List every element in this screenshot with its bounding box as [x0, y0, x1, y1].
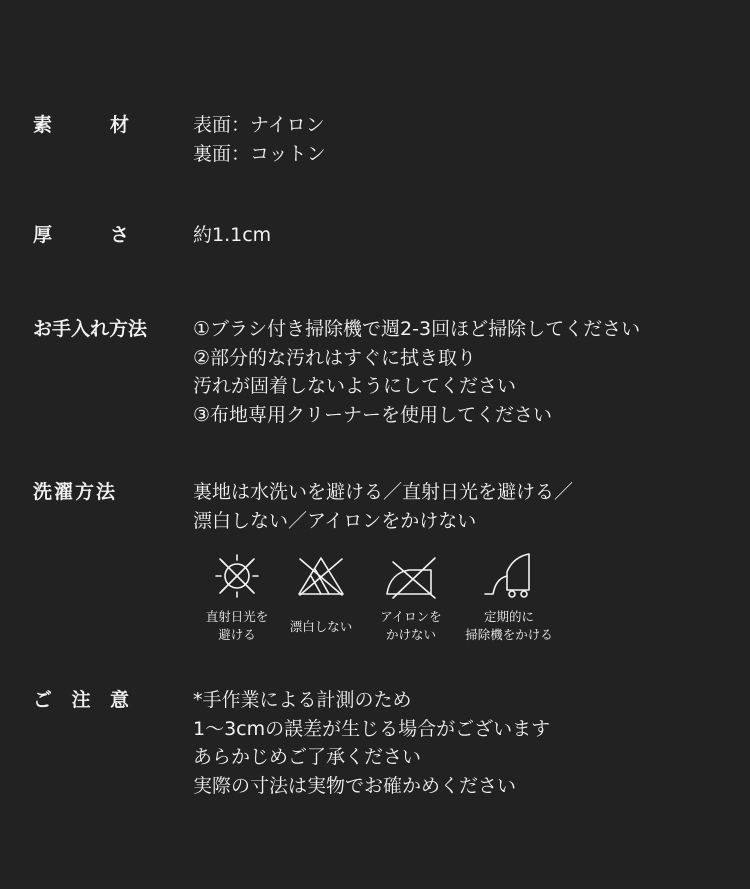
- caution-label: ご 注 意: [33, 689, 129, 711]
- care-icon-caption: 直射日光を 避ける: [205, 609, 269, 642]
- caution-line: 1～3cmの誤差が生じる場合がございます: [193, 717, 551, 740]
- washing-line: 漂白しない／アイロンをかけない: [193, 509, 477, 532]
- caution-line: あらかじめご了承ください: [193, 746, 422, 768]
- care-line: ②部分的な汚れはすぐに拭き取り: [193, 346, 477, 369]
- caution-line: 実際の寸法は実物でお確かめください: [193, 774, 517, 797]
- care-icon-item: [464, 550, 554, 644]
- care-line: ①ブラシ付き掃除機で週2-3回ほど掃除してください: [193, 318, 641, 340]
- material-line: 表面：ナイロン: [193, 114, 325, 136]
- care-value: [193, 315, 640, 429]
- material-value: [193, 111, 326, 168]
- washing-value: [193, 478, 573, 535]
- washing-line: 裏地は水洗いを避ける／直射日光を避ける／: [193, 481, 574, 503]
- thickness-line: 約1.1cm: [193, 224, 272, 246]
- no-bleach-icon: [291, 550, 351, 602]
- caution-line: *手作業による計測のため: [193, 689, 412, 711]
- care-icon-caption: アイロンを かけない: [380, 609, 442, 642]
- care-icon-caption: 漂白しない: [289, 619, 353, 634]
- caution-value: [193, 686, 550, 800]
- thickness-value: [193, 221, 271, 250]
- care-icon-item: [366, 550, 456, 644]
- material-label: 素 材: [33, 114, 129, 136]
- material-line: 裏面：コットン: [193, 142, 326, 165]
- care-label: お手入れ方法: [33, 318, 148, 340]
- no-iron-icon: [381, 550, 441, 602]
- washing-label: 洗濯方法: [33, 481, 118, 503]
- thickness-label: 厚 さ: [33, 224, 129, 246]
- care-line: 汚れが固着しないようにしてください: [193, 375, 517, 397]
- care-icons: [196, 550, 576, 650]
- care-icon-item: [276, 550, 366, 636]
- regular-vacuum-icon: [479, 550, 539, 602]
- care-line: ③布地専用クリーナーを使用してください: [193, 403, 553, 426]
- care-icon-item: [192, 550, 282, 644]
- care-icon-caption: 定期的に 掃除機をかける: [465, 609, 553, 642]
- no-direct-sunlight-icon: [207, 550, 267, 602]
